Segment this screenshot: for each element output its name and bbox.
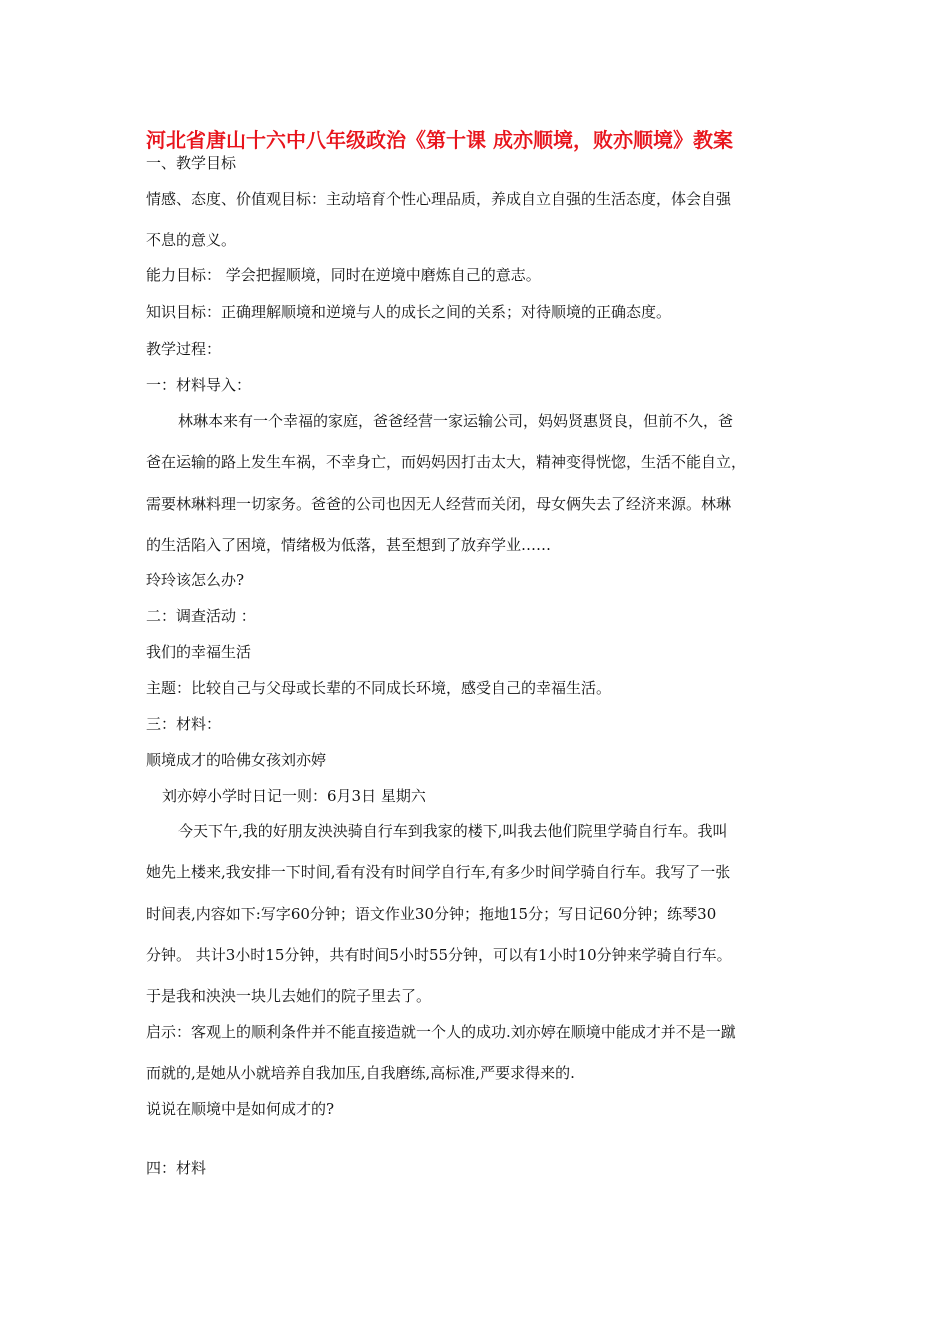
paragraph-line: 而就的,是她从小就培养自我加压,自我磨练,高标准,严要求得来的. — [146, 1064, 575, 1082]
paragraph-line: 的生活陷入了困境，情绪极为低落，甚至想到了放弃学业…… — [146, 536, 552, 554]
paragraph-line: 于是我和泱泱一块儿去她们的院子里去了。 — [146, 987, 432, 1005]
diary-heading: 刘亦婷小学时日记一则：6月3日 星期六 — [162, 787, 426, 805]
paragraph-line: 说说在顺境中是如何成才的? — [146, 1100, 335, 1118]
section-heading-survey: 二：调查活动 ： — [146, 607, 256, 625]
paragraph-line: 情感、态度、价值观目标：主动培育个性心理品质，养成自立自强的生活态度，体会自强 — [146, 190, 732, 208]
paragraph-line: 不息的意义。 — [146, 231, 237, 249]
document-title: 河北省唐山十六中八年级政治《第十课 成亦顺境，败亦顺境》教案 — [146, 128, 733, 152]
paragraph-line: 知识目标：正确理解顺境和逆境与人的成长之间的关系；对待顺境的正确态度。 — [146, 303, 672, 321]
section-heading-material-intro: 一：材料导入： — [146, 376, 252, 394]
paragraph-line: 玲玲该怎么办? — [146, 571, 245, 589]
paragraph-line: 我们的幸福生活 — [146, 643, 252, 661]
paragraph-line: 能力目标： 学会把握顺境，同时在逆境中磨炼自己的意志。 — [146, 266, 541, 284]
section-heading-process: 教学过程： — [146, 340, 222, 358]
section-heading-material-four: 四：材料 — [146, 1159, 207, 1177]
paragraph-line: 时间表,内容如下:写字60分钟；语文作业30分钟；拖地15分；写日记60分钟；练琴30 — [146, 905, 717, 923]
paragraph-line: 分钟。 共计3小时15分钟，共有时间5小时55分钟，可以有1小时10分钟来学骑自行车。 — [146, 946, 732, 964]
section-heading-objectives: 一、教学目标 — [146, 154, 237, 172]
section-heading-material: 三：材料： — [146, 715, 222, 733]
paragraph-line: 需要林琳料理一切家务。爸爸的公司也因无人经营而关闭，母女俩失去了经济来源。林琳 — [146, 495, 732, 513]
paragraph-line: 启示：客观上的顺利条件并不能直接造就一个人的成功.刘亦婷在顺境中能成才并不是一蹴 — [146, 1023, 736, 1041]
paragraph-line: 爸在运输的路上发生车祸，不幸身亡，而妈妈因打击太大，精神变得恍惚，生活不能自立， — [146, 453, 747, 471]
paragraph-line: 林琳本来有一个幸福的家庭，爸爸经营一家运输公司，妈妈贤惠贤良，但前不久，爸 — [178, 412, 734, 430]
paragraph-line: 顺境成才的哈佛女孩刘亦婷 — [146, 751, 327, 769]
paragraph-line: 她先上楼来,我安排一下时间,看有没有时间学自行车,有多少时间学骑自行车。我写了一张 — [146, 863, 731, 881]
paragraph-line: 今天下午,我的好朋友泱泱骑自行车到我家的楼下,叫我去他们院里学骑自行车。我叫 — [178, 822, 728, 840]
paragraph-line: 主题：比较自己与父母或长辈的不同成长环境，感受自己的幸福生活。 — [146, 679, 612, 697]
